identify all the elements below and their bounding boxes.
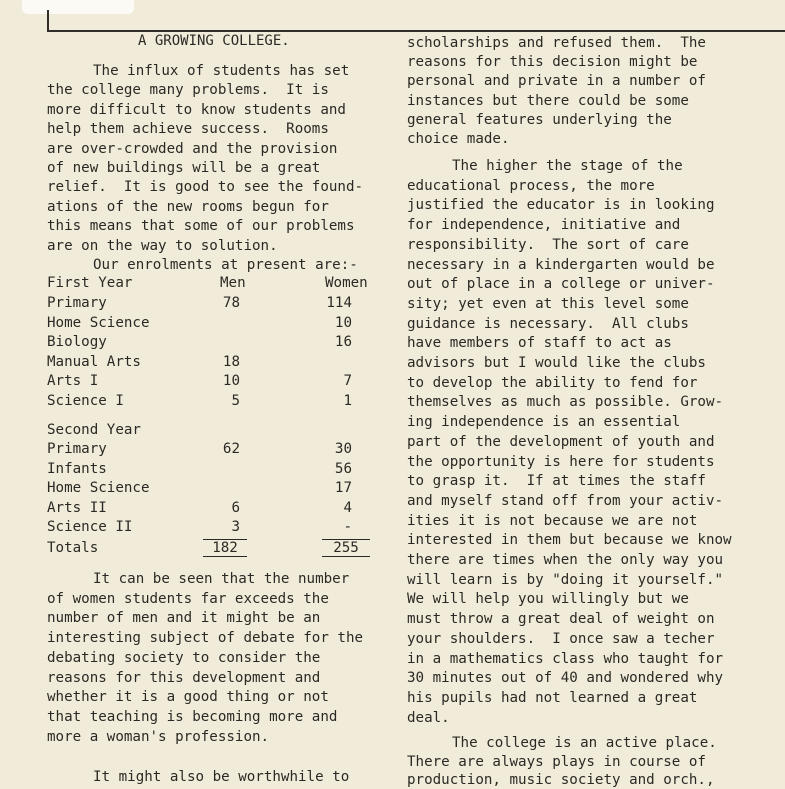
text-line: The higher the stage of the	[452, 158, 683, 174]
text-line: themselves as much as possible. Grow-	[407, 394, 724, 411]
text-line: interesting subject of debate for the	[47, 630, 364, 647]
text-line: will learn is by "doing it yourself."	[407, 571, 724, 588]
table-row-label: Primary	[47, 441, 107, 457]
table-row-label: Infants	[47, 460, 107, 477]
column-men: Men	[220, 275, 246, 291]
text-line: There are always plays in course of	[407, 753, 706, 770]
table-cell-men: 10	[222, 373, 240, 390]
text-line: to grasp it. If at times the staff	[407, 473, 706, 490]
text-line: It can be seen that the number	[93, 571, 350, 587]
text-line: ities it is not because we are not	[407, 512, 698, 529]
table-cell-women: 10	[334, 314, 352, 331]
text-line: more difficult to know students and	[47, 101, 346, 118]
table-cell-men: 62	[222, 441, 240, 457]
text-line: guidance is necessary. All clubs	[407, 315, 689, 332]
text-line: interested in them but because we know	[407, 532, 732, 549]
table-cell-men: 18	[222, 353, 240, 370]
table-cell-men: 78	[222, 295, 240, 311]
second-year-label: Second Year	[47, 422, 141, 438]
table-row-label: Arts II	[47, 499, 107, 516]
text-line: necessary in a kindergarten would be	[407, 256, 715, 273]
article-title: A GROWING COLLEGE.	[138, 33, 290, 49]
table-row-label: Arts I	[47, 373, 99, 390]
table-cell-men: 5	[231, 393, 240, 409]
text-line: his pupils had not learned a great	[407, 689, 698, 706]
table-row-label: Science I	[47, 393, 124, 409]
text-line: We will help you willingly but we	[407, 591, 689, 608]
text-line: and myself stand off from your activ-	[407, 492, 724, 509]
table-cell-men: 6	[231, 499, 240, 516]
table-cell-women: 114	[326, 295, 352, 311]
text-line: reasons for this development and	[47, 669, 321, 686]
table-row-label: Home Science	[47, 314, 150, 331]
text-line: there are times when the only way you	[407, 552, 724, 568]
table-cell-men: 3	[231, 519, 240, 536]
text-line: have members of staff to act as	[407, 335, 672, 352]
text-line: more a woman's profession.	[47, 728, 270, 745]
column-women: Women	[325, 275, 368, 291]
text-line: the opportunity is here for students	[407, 453, 715, 470]
text-line: general features underlying the	[407, 111, 672, 128]
table-cell-women: 4	[343, 499, 352, 516]
text-line: The influx of students has set	[93, 63, 350, 79]
first-year-label: First Year	[47, 275, 133, 291]
text-line: whether it is a good thing or not	[47, 689, 329, 706]
table-row-label: Home Science	[47, 480, 150, 497]
text-line: 30 minutes out of 40 and wondered why	[407, 670, 724, 687]
text-line: in a mathematics class who taught for	[407, 650, 724, 667]
table-cell-women: 17	[334, 480, 352, 497]
text-line: scholarships and refused them. The	[407, 35, 706, 51]
text-line: sity; yet even at this level some	[407, 295, 689, 312]
table-row-label: Manual Arts	[47, 353, 141, 370]
text-line: ing independence is an essential	[407, 414, 681, 431]
text-line: number of men and it might be an	[47, 610, 321, 627]
table-cell-women: 56	[334, 460, 352, 477]
table-row-label: Primary	[47, 295, 107, 311]
text-line: The college is an active place.	[452, 735, 717, 751]
text-line: of women students far exceeds the	[47, 590, 329, 607]
text-line: part of the development of youth and	[407, 433, 715, 450]
text-line: deal.	[407, 709, 450, 726]
text-line: are over-crowded and the provision	[47, 140, 338, 157]
text-line: production, music society and orch.,	[407, 772, 715, 788]
header-rule	[47, 10, 785, 32]
text-line: out of place in a college or univer-	[407, 276, 715, 293]
text-line: to develop the ability to fend for	[407, 374, 698, 391]
totals-women: 255	[322, 539, 370, 557]
text-line: responsibility. The sort of care	[407, 236, 689, 253]
table-cell-women: 7	[343, 373, 352, 390]
table-cell-women: 16	[334, 334, 352, 351]
table-cell-women: 30	[334, 441, 352, 457]
table-row-label: Biology	[47, 334, 107, 351]
text-line: are on the way to solution.	[47, 237, 278, 254]
totals-label: Totals	[47, 540, 99, 556]
text-line: reasons for this decision might be	[407, 54, 698, 71]
text-line: personal and private in a number of	[407, 73, 706, 90]
text-line: relief. It is good to see the found-	[47, 179, 364, 196]
table-row-label: Science II	[47, 519, 133, 536]
text-line: must throw a great deal of weight on	[407, 611, 715, 628]
text-line: educational process, the more	[407, 177, 655, 194]
text-line: debating society to consider the	[47, 649, 321, 666]
text-line: ations of the new rooms begun for	[47, 198, 329, 215]
text-line: instances but there could be some	[407, 92, 689, 109]
text-line: the college many problems. It is	[47, 82, 329, 99]
text-line: justified the educator is in looking	[407, 197, 715, 214]
text-line: choice made.	[407, 131, 510, 147]
text-line: for independence, initiative and	[407, 217, 681, 234]
text-line: that teaching is becoming more and	[47, 708, 338, 725]
text-line: It might also be worthwhile to	[93, 769, 350, 785]
text-line: advisors but I would like the clubs	[407, 355, 706, 371]
table-cell-women: -	[343, 519, 352, 536]
text-line: this means that some of our problems	[47, 218, 355, 235]
text-line: of new buildings will be a great	[47, 160, 321, 176]
text-line: Our enrolments at present are:-	[93, 257, 358, 273]
table-cell-women: 1	[343, 393, 352, 409]
text-line: your shoulders. I once saw a techer	[407, 630, 715, 647]
text-line: help them achieve success. Rooms	[47, 121, 329, 138]
totals-men: 182	[203, 539, 247, 557]
